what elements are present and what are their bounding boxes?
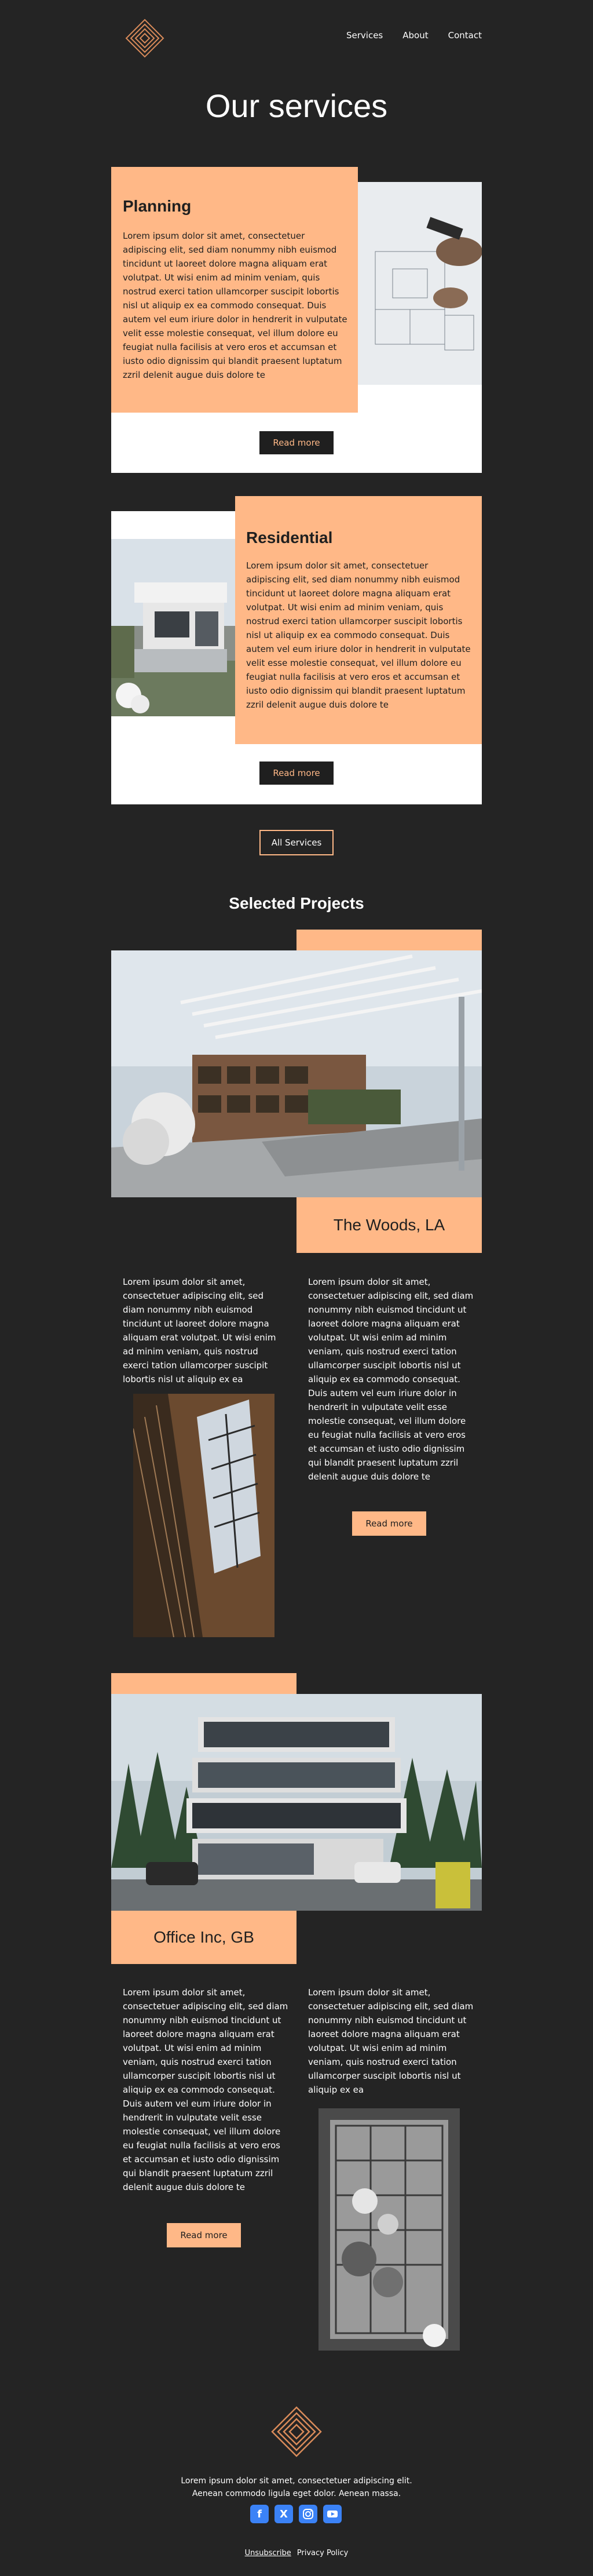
woods-left-text: Lorem ipsum dolor sit amet, consectetuer adipiscing elit, sed diam nonummy nibh euismod tincidunt ut laoreet dolore magna aliquam erat volutpat. Ut wisi enim ad minim veniam, quis nostrud exerci tation ullamcorper suscipit lobortis nisl ut aliquip ex ea	[123, 1277, 276, 1384]
main-nav	[346, 30, 482, 41]
unsubscribe-link[interactable]: Unsubscribe	[244, 2549, 291, 2557]
diamond-maze-logo-icon	[124, 17, 166, 59]
residential-title: Residential	[246, 529, 333, 546]
residential-image	[111, 539, 235, 716]
woods-read-more-button[interactable]: Read more	[352, 1511, 426, 1536]
header-logo[interactable]	[124, 17, 166, 59]
woods-accent-bar	[296, 930, 482, 950]
residential-read-more-button[interactable]: Read more	[259, 761, 334, 785]
woods-name: The Woods, LA	[333, 1216, 445, 1234]
woods-name-box	[296, 1197, 482, 1253]
office-name: Office Inc, GB	[153, 1928, 254, 1946]
office-main-image	[111, 1694, 482, 1911]
nav-services-link[interactable]: Services	[346, 30, 383, 41]
social-links	[250, 2505, 342, 2523]
woods-right-text: Lorem ipsum dolor sit amet, consectetuer adipiscing elit, sed diam nonummy nibh euismod tincidunt ut laoreet dolore magna aliquam erat volutpat. Ut wisi enim ad minim veniam, quis nostrud exerci tation ullamcorper suscipit lobortis nisl ut aliquip ex ea commodo consequat. Duis autem vel eum iriure dolor in hendrerit in vulputate velit esse molestie consequat, vel illum dolore eu feugiat nulla facilisis at vero eros et accumsan et iusto odio dignissim qui blandit praesent luptatum zzril delenit augue duis dolore te	[308, 1277, 474, 1482]
nav-contact-link[interactable]: Contact	[448, 30, 482, 41]
all-services-button[interactable]: All Services	[259, 830, 334, 855]
office-right-text: Lorem ipsum dolor sit amet, consectetuer adipiscing elit, sed diam nonummy nibh euismod tincidunt ut laoreet dolore magna aliquam erat volutpat. Ut wisi enim ad minim veniam, quis nostrud exerci tation ullamcorper suscipit lobortis nisl ut aliquip ex ea	[308, 1987, 474, 2095]
planning-read-more-button[interactable]: Read more	[259, 431, 334, 454]
x-icon[interactable]: X	[274, 2505, 293, 2523]
planning-body: Lorem ipsum dolor sit amet, consectetuer adipiscing elit, sed diam nonummy nibh euismod tincidunt ut laoreet dolore magna aliquam erat volutpat. Ut wisi enim ad minim veniam, quis nostrud exerci tation ullamcorper suscipit lobortis nisl ut aliquip ex ea commodo consequat. Duis autem vel eum iriure dolor in hendrerit in vulputate velit esse molestie consequat, vel illum dolore eu feugiat nulla facilisis at vero eros et accumsan et iusto odio dignissim qui blandit praesent luptatum zzril delenit augue duis dolore te	[123, 231, 347, 380]
office-accent-bar	[111, 1673, 296, 1694]
woods-secondary-image	[133, 1394, 274, 1637]
office-left-text: Lorem ipsum dolor sit amet, consectetuer adipiscing elit, sed diam nonummy nibh euismod tincidunt ut laoreet dolore magna aliquam erat volutpat. Ut wisi enim ad minim veniam, quis nostrud exerci tation ullamcorper suscipit lobortis nisl ut aliquip ex ea commodo consequat. Duis autem vel eum iriure dolor in hendrerit in vulputate velit esse molestie consequat, vel illum dolore eu feugiat nulla facilisis at vero eros et accumsan et iusto odio dignissim qui blandit praesent luptatum zzril delenit augue duis dolore te	[123, 1987, 288, 2192]
privacy-policy-link[interactable]: Privacy Policy	[296, 2549, 349, 2557]
office-name-box	[111, 1911, 296, 1964]
woods-main-image	[111, 950, 482, 1197]
facebook-icon[interactable]: f	[250, 2505, 269, 2523]
projects-heading: Selected Projects	[229, 894, 364, 912]
planning-image	[358, 182, 482, 385]
youtube-icon[interactable]	[323, 2505, 342, 2523]
footer-logo[interactable]	[269, 2404, 324, 2460]
diamond-maze-logo-icon	[269, 2404, 324, 2460]
planning-title: Planning	[123, 197, 192, 215]
instagram-icon[interactable]	[299, 2505, 317, 2523]
footer-text: Lorem ipsum dolor sit amet, consectetuer adipiscing elit. Aenean commodo ligula eget dolor. Aenean massa.	[181, 2476, 412, 2498]
office-secondary-image	[319, 2108, 460, 2351]
office-read-more-button[interactable]: Read more	[167, 2223, 241, 2247]
footer-links	[0, 2549, 593, 2557]
residential-body: Lorem ipsum dolor sit amet, consectetuer adipiscing elit, sed diam nonummy nibh euismod tincidunt ut laoreet dolore magna aliquam erat volutpat. Ut wisi enim ad minim veniam, quis nostrud exerci tation ullamcorper suscipit lobortis nisl ut aliquip ex ea commodo consequat. Duis autem vel eum iriure dolor in hendrerit in vulputate velit esse molestie consequat, vel illum dolore eu feugiat nulla facilisis at vero eros et accumsan et iusto odio dignissim qui blandit praesent luptatum zzril delenit augue duis dolore te	[246, 560, 471, 710]
page-title: Our services	[205, 88, 388, 124]
nav-about-link[interactable]: About	[402, 30, 429, 41]
